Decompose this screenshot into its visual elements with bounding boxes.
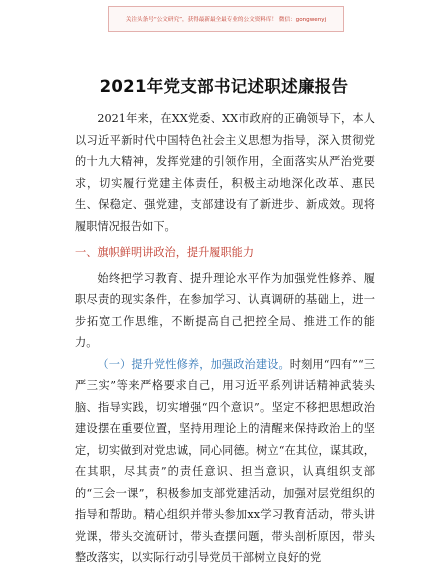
document-title: 2021年党支部书记述职述廉报告 [99,77,349,96]
section-heading-1: 一、旗帜鲜明讲政治，提升履职能力 [75,246,255,259]
banner-text: 关注头条号“公文研究”，获得最新最全最专业的公文资料库！ 微信：gongwenyj [125,17,327,23]
intro-paragraph: 2021年来，在XX党委、XX市政府的正确领导下，本人以习近平新时代中国特色社会主义思想为指导，深入贯彻党的十九大精神，发挥党建的引领作用，全面落实从严治党要求，切实履行党建主体责任，积极主动地深化改革、惠民生、保稳定、强党建，支部建设有了新进步、新成效。现将履职情况报告如下。 [75,112,375,233]
document-body [75,108,375,569]
paragraph-2: 始终把学习教育、提升理论水平作为加强党性修养、履职尽责的现实条件，在参加学习、认真调研的基础上，进一步拓宽工作思维，不断提高自己把控全局、推进工作的能力。 [75,271,375,349]
header-banner [108,6,344,32]
subsection-heading-1: （一）提升党性修养，加强政治建设。 [97,357,290,371]
paragraph-3 [75,354,375,569]
paragraph-3-body: 时刻用“四有”“三严三实”等来严格要求自己，用习近平系列讲话精神武装头脑、指导实践，切实增强“四个意识”。坚定不移把思想政治建设摆在重要位置，坚持用理论上的清醒来保持政治上的坚定，切实做到对党忠诚，同心同德。树立“在其位，谋其政，在其职，尽其责”的责任意识、担当意识，认真组织支部的“三会一课”，积极参加支部党建活动，加强对层党组织的指导和帮助。精心组织并带头参加xx学习教育活动，带头讲党课，带头交流研讨，带头查摆问题，带头剖析原因，带头整改落实，以实际行动引导党员干部树立良好的党 [75,357,375,564]
